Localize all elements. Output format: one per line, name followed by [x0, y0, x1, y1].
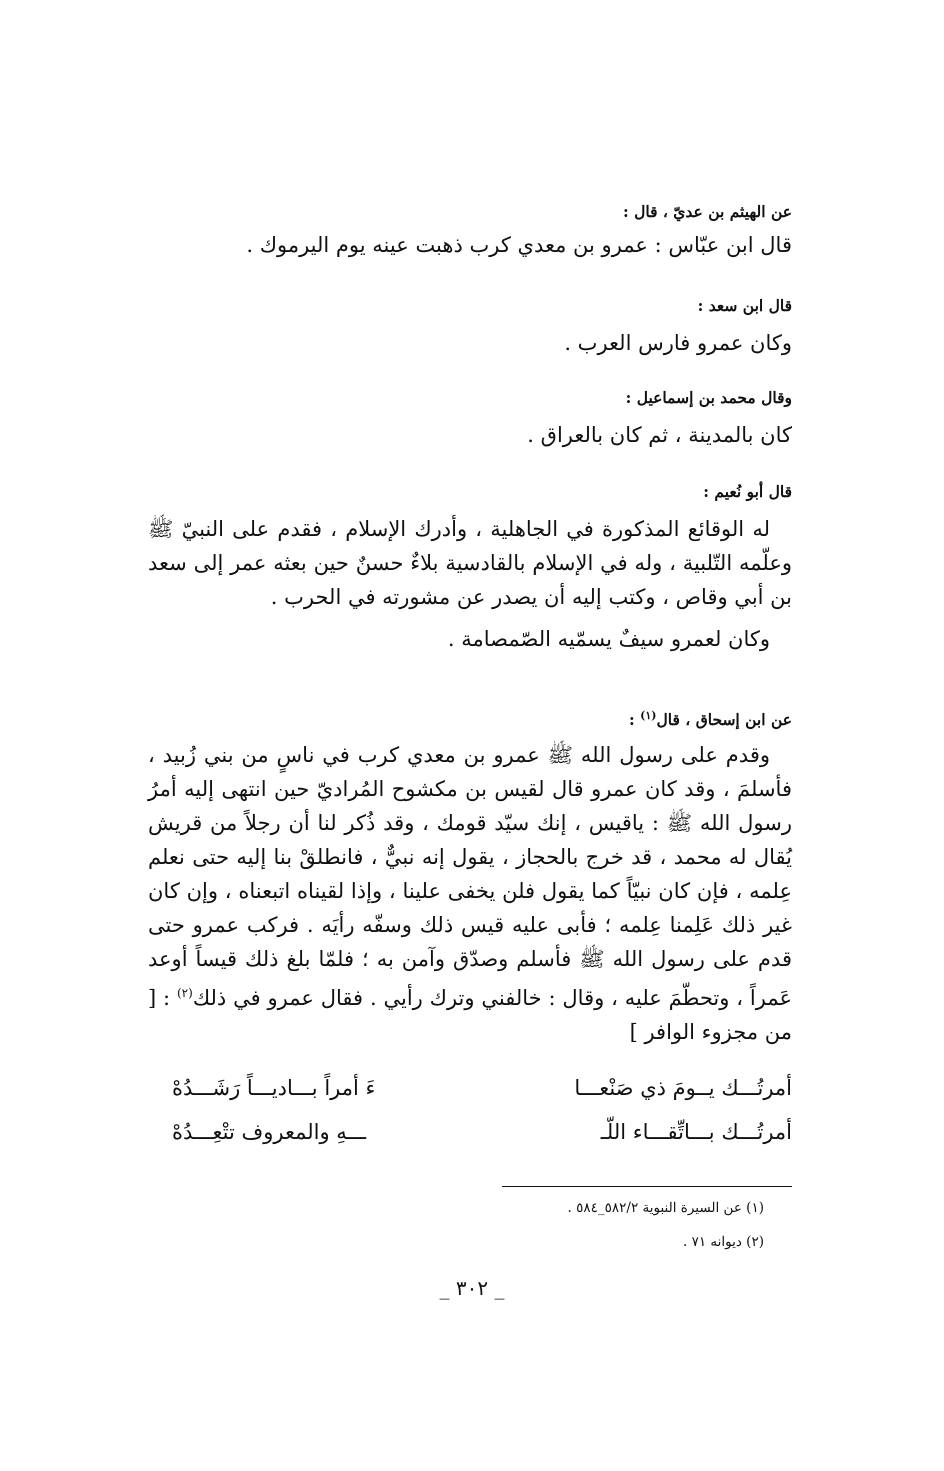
- section-2: [148, 294, 792, 360]
- page-number: _ ٣٠٢ _: [439, 1276, 505, 1300]
- section-text: له الوقائع المذكورة في الجاهلية ، وأدرك الإسلام ، فقدم على النبيّ ﷺ وعلّمه التّلبية ، وله في الإسلام بالقادسية بلاءٌ حسنٌ حين بعثه عمر إلى سعد بن أبي وقاص ، وكتب إليه أن يصدر عن مشورته في الحرب .: [148, 517, 792, 609]
- verse-line: [172, 1076, 792, 1110]
- verse-first-hemistich: أمرتُـــك بـــاتِّقـــاء اللّـ: [600, 1120, 792, 1144]
- verse-first-hemistich: أمرتُـــك يــومَ ذي صَنْعـــا: [574, 1076, 792, 1100]
- verse-second-hemistich: ـــهِ والمعروف تتْعِـــدُهْ: [172, 1120, 367, 1144]
- body-text-end: : [ من مجزوء الوافر ]: [148, 986, 792, 1045]
- section-5: [148, 704, 792, 1049]
- verse-line: [172, 1120, 792, 1154]
- footnote: (٢) ديوانه ٧١ .: [683, 1234, 764, 1250]
- verse-second-hemistich: ءَ أمراً بـــاديـــاً رَشَـــدُهْ: [172, 1076, 376, 1100]
- footnote-divider: [502, 1186, 792, 1187]
- heading-colon: :: [629, 710, 641, 730]
- section-heading: قال ابن سعد :: [697, 296, 792, 315]
- section-heading: وقال محمد بن إسماعيل :: [625, 388, 792, 407]
- footnote-ref: (٢): [176, 986, 193, 1001]
- section-4: [148, 480, 792, 656]
- section-text: [148, 738, 792, 1049]
- section-text: وكان عمرو فارس العرب .: [564, 331, 792, 355]
- body-text: وقدم على رسول الله ﷺ عمرو بن معدي كرب في ناسٍ من بني زُبيد ، فأسلمَ ، وقد كان عمرو قال لقيس بن مكشوح المُراديّ حين انتهى إليه أمرُ رسول الله ﷺ : ياقيس ، إنك سيّد قومك ، وقد ذُكر لنا أن رجلاً من قريش يُقال له محمد ، قد خرج بالحجاز ، يقول إنه نبيٌّ ، فانطلقْ بنا إليه حتى نعلم عِلمه ، فإن كان نبيّاً كما يقول فلن يخفى علينا ، وإذا لقيناه اتبعناه ، وإن كان غير ذلك عَلِمنا عِلمه ؛ فأبى عليه قيس ذلك وسفّه رأيَه . فركب عمرو حتى قدم على رسول الله ﷺ فأسلم وصدّق وآمن به ؛ فلمّا بلغ ذلك قيساً أوعد عَمراً ، وتحطّمَ عليه ، وقال : خالفني وترك رأيي . فقال عمرو في ذلك: [148, 743, 792, 1011]
- section-text: قال ابن عبّاس : عمرو بن معدي كرب ذهبت عينه يوم اليرموك .: [246, 233, 792, 257]
- section-text: كان بالمدينة ، ثم كان بالعراق .: [527, 423, 792, 447]
- section-text-2: وكان لعمرو سيفٌ يسمّيه الصّمصامة .: [447, 627, 770, 651]
- section-3: [148, 386, 792, 452]
- heading-text: عن ابن إسحاق ، قال: [656, 710, 792, 730]
- footnote: (١) عن السيرة النبوية ٥٨٢/٢_٥٨٤ .: [567, 1200, 764, 1216]
- section-heading: قال أبو نُعيم :: [703, 482, 792, 501]
- footnote-ref: (١): [640, 709, 657, 722]
- section-heading: [148, 704, 792, 732]
- section-heading: عن الهيثم بن عديّ ، قال :: [622, 202, 792, 221]
- section-1: [148, 200, 792, 262]
